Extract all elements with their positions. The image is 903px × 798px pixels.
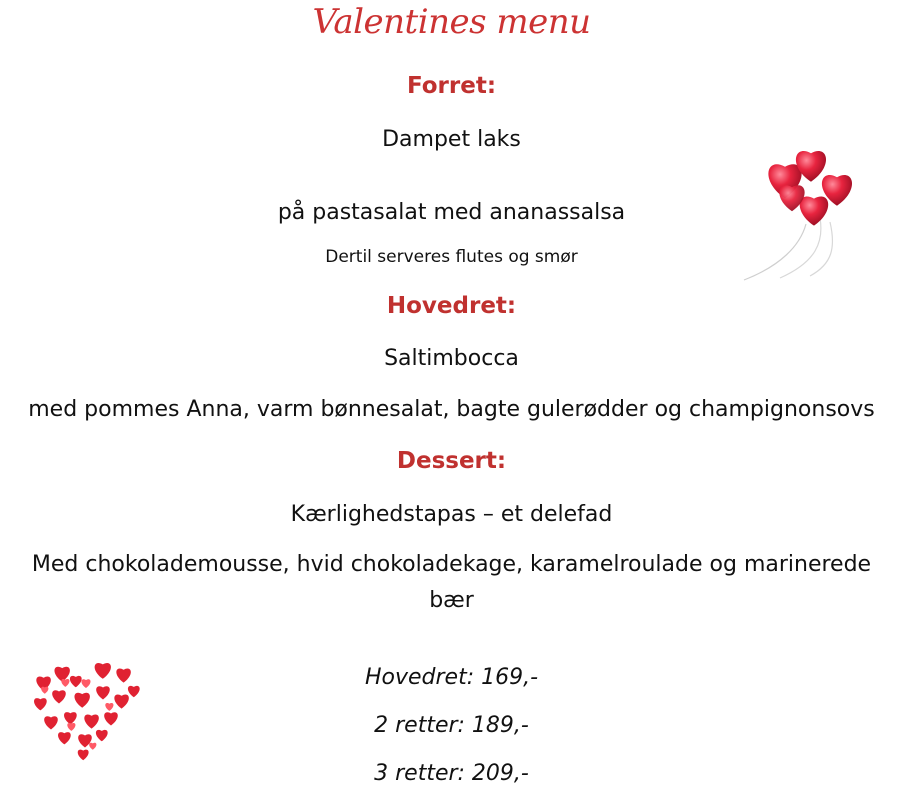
heart-balloons-icon [740,138,880,284]
course-heading-main: Hovedret: [386,293,517,319]
course-heading-dessert: Dessert: [396,448,507,474]
price-three-courses: 3 retter: 209,- [374,761,529,786]
menu-title: Valentines menu [312,2,591,42]
course-heading-starter: Forret: [406,73,497,99]
main-dish: Saltimbocca [384,346,519,371]
starter-note: Dertil serveres flutes og smør [325,247,578,267]
main-description: med pommes Anna, varm bønnesalat, bagte gulerødder og champignonsovs [28,397,875,422]
heart-of-hearts-icon [30,655,148,765]
price-main-only: Hovedret: 169,- [364,665,539,690]
price-two-courses: 2 retter: 189,- [374,713,529,738]
dessert-dish: Kærlighedstapas – et delefad [290,502,613,527]
starter-description: på pastasalat med ananassalsa [277,200,626,225]
dessert-description: Med chokolademousse, hvid chokoladekage, karamelroulade og marinerede bær [31,552,872,613]
starter-dish: Dampet laks [382,127,521,152]
